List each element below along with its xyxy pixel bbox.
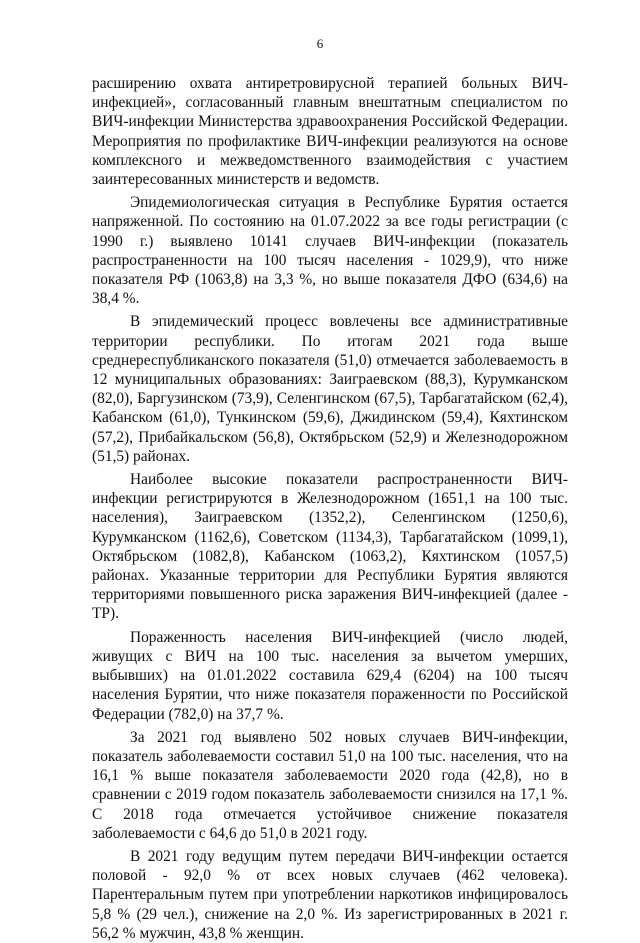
- paragraph: В 2021 году ведущим путем передачи ВИЧ-инфекции остается половой - 92,0 % от всех новых случаев (462 человека). Парентеральным путем при употреблении наркотиков инфицировалось 5,8 % (29 чел.), снижение на 2,0 %. Из зарегистрированных в 2021 г. 56,2 % мужчин, 43,8 % женщин.: [92, 847, 568, 942]
- page-number: 6: [316, 36, 324, 51]
- paragraph: В эпидемический процесс вовлечены все административные территории республики. По итогам 2021 года выше среднереспубликанского показателя (51,0) отмечается заболеваемость в 12 муниципальных образованиях: Заиграевском (88,3), Курумканском (82,0), Баргузинском (73,9), Селенгинском (67,5), Тарбагатайском (62,4), Кабанском (61,0), Тункинском (59,6), Джидинском (59,4), Кяхтинском (57,2), Прибайкальском (56,8), Октябрьском (52,9) и Железнодорожном (51,5) районах.: [92, 313, 568, 465]
- paragraph: Наиболее высокие показатели распространенности ВИЧ-инфекции регистрируются в Железнодорожном (1651,1 на 100 тыс. населения), Заиграевском (1352,2), Селенгинском (1250,6), Курумканском (1162,6), Советском (1134,3), Тарбагатайском (1099,1), Октябрьском (1082,8), Кабанском (1063,2), Кяхтинском (1057,5) районах. Указанные территории для Республики Бурятия являются территориями повышенного риска заражения ВИЧ-инфекцией (далее - ТР).: [92, 471, 568, 623]
- paragraph: расширению охвата антиретровирусной терапией больных ВИЧ-инфекцией», согласованный главным внештатным специалистом по ВИЧ-инфекции Министерства здравоохранения Российской Федерации. Мероприятия по профилактике ВИЧ-инфекции реализуются на основе комплексного и межведомственного взаимодействия с участием заинтересованных министерств и ведомств.: [92, 75, 568, 189]
- paragraph: Пораженность населения ВИЧ-инфекцией (число людей, живущих с ВИЧ на 100 тыс. населения за вычетом умерших, выбывших) на 01.01.2022 составила 629,4 (6204) на 100 тысяч населения Бурятии, что ниже показателя пораженности по Российской Федерации (782,0) на 37,7 %.: [92, 628, 568, 723]
- paragraph: За 2021 год выявлено 502 новых случаев ВИЧ-инфекции, показатель заболеваемости составил 51,0 на 100 тыс. населения, что на 16,1 % выше показателя заболеваемости 2020 года (42,8), но в сравнении с 2019 годом показатель заболеваемости снизился на 17,1 %. С 2018 года отмечается устойчивое снижение показателя заболеваемости с 64,6 до 51,0 в 2021 году.: [92, 728, 568, 842]
- paragraph: Эпидемиологическая ситуация в Республике Бурятия остается напряженной. По состоянию на 01.07.2022 за все годы регистрации (с 1990 г.) выявлено 10141 случаев ВИЧ-инфекции (показатель распространенности на 100 тысяч населения - 1029,9), что ниже показателя РФ (1063,8) на 3,3 %, но выше показателя ДФО (634,6) на 38,4 %.: [92, 194, 568, 308]
- document-body: [92, 74, 568, 943]
